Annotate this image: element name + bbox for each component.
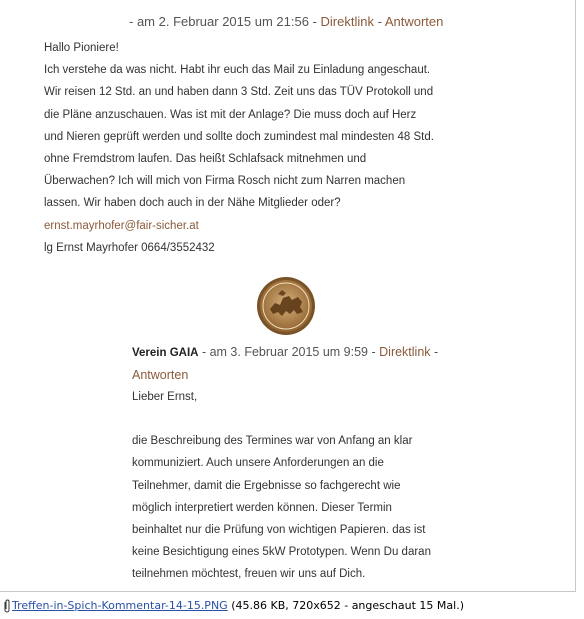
comment-1-body <box>44 37 454 259</box>
comment-2-line: beinhaltet nur die Prüfung von wichtigen Papieren. das ist <box>132 524 426 537</box>
comment-1-separator: - <box>377 14 382 29</box>
comment-1-signature: lg Ernst Mayrhofer 0664/3552432 <box>44 241 215 254</box>
comment-2-line: kommuniziert. Auch unsere Anforderungen an die <box>132 457 384 470</box>
comment-1-line: Überwachen? Ich will mich von Firma Rosch nicht zum Narren machen <box>44 175 406 188</box>
comment-1-line: Wir reisen 12 Std. an und haben dann 3 Std. Zeit uns das TÜV Protokoll und <box>44 86 434 99</box>
paperclip-icon <box>2 599 12 613</box>
attachment-filename-link[interactable]: Treffen-in-Spich-Kommentar-14-15.PNG <box>12 599 228 612</box>
comment-1-meta <box>129 14 443 29</box>
comment-2-direktlink[interactable]: Direktlink <box>379 345 431 359</box>
comment-1-line: Hallo Pioniere! <box>44 42 119 54</box>
comment-2-antworten[interactable]: Antworten <box>132 368 189 382</box>
comment-1-line: lassen. Wir haben doch auch in der Nähe Mitglieder oder? <box>44 197 341 210</box>
comment-1-antworten[interactable]: Antworten <box>384 14 444 29</box>
comment-2-line: keine Besichtigung eines 5kW Prototypen. Wenn Du daran <box>132 546 431 559</box>
europe-avatar-icon <box>256 276 316 336</box>
comment-1-date: - am 2. Februar 2015 um 21:56 - <box>129 14 317 29</box>
comment-1-line: Ich verstehe da was nicht. Habt ihr euch das Mail zu Einladung angeschaut. <box>44 64 431 77</box>
comment-1-email: ernst.mayrhofer@fair-sicher.at <box>44 219 199 232</box>
attachment-bar <box>0 596 584 618</box>
comment-2-date: - am 3. Februar 2015 um 9:59 - <box>201 345 376 359</box>
paragraph-spacer <box>132 408 452 430</box>
comment-1-line: die Pläne anzuschauen. Was ist mit der Anlage? Die muss doch auf Herz <box>44 108 417 121</box>
comment-2-separator: - <box>434 345 439 359</box>
comment-2-line: möglich interpretiert werden können. Dieser Termin <box>132 501 392 514</box>
comment-1-line: und Nieren geprüft werden und sollte doch zumindest mal mindesten 48 Std. <box>44 130 434 143</box>
comment-2-line: die Beschreibung des Termines war von Anfang an klar <box>132 435 413 448</box>
attachment-info: (45.86 KB, 720x652 - angeschaut 15 Mal.) <box>227 599 464 612</box>
comment-2-author: Verein GAIA <box>132 347 199 359</box>
comment-2-body <box>132 386 452 586</box>
comment-2-meta <box>132 341 452 386</box>
comment-1-line: ohne Fremdstrom laufen. Das heißt Schlafsack mitnehmen und <box>44 153 367 166</box>
comment-2-line: teilnehmen möchtest, freuen wir uns auf Dich. <box>132 568 366 581</box>
comment-2-greeting: Lieber Ernst, <box>132 391 198 403</box>
comment-1-direktlink[interactable]: Direktlink <box>320 14 374 29</box>
comment-2-line: Teilnehmer, damit die Ergebnisse so fachgerecht wie <box>132 479 401 492</box>
